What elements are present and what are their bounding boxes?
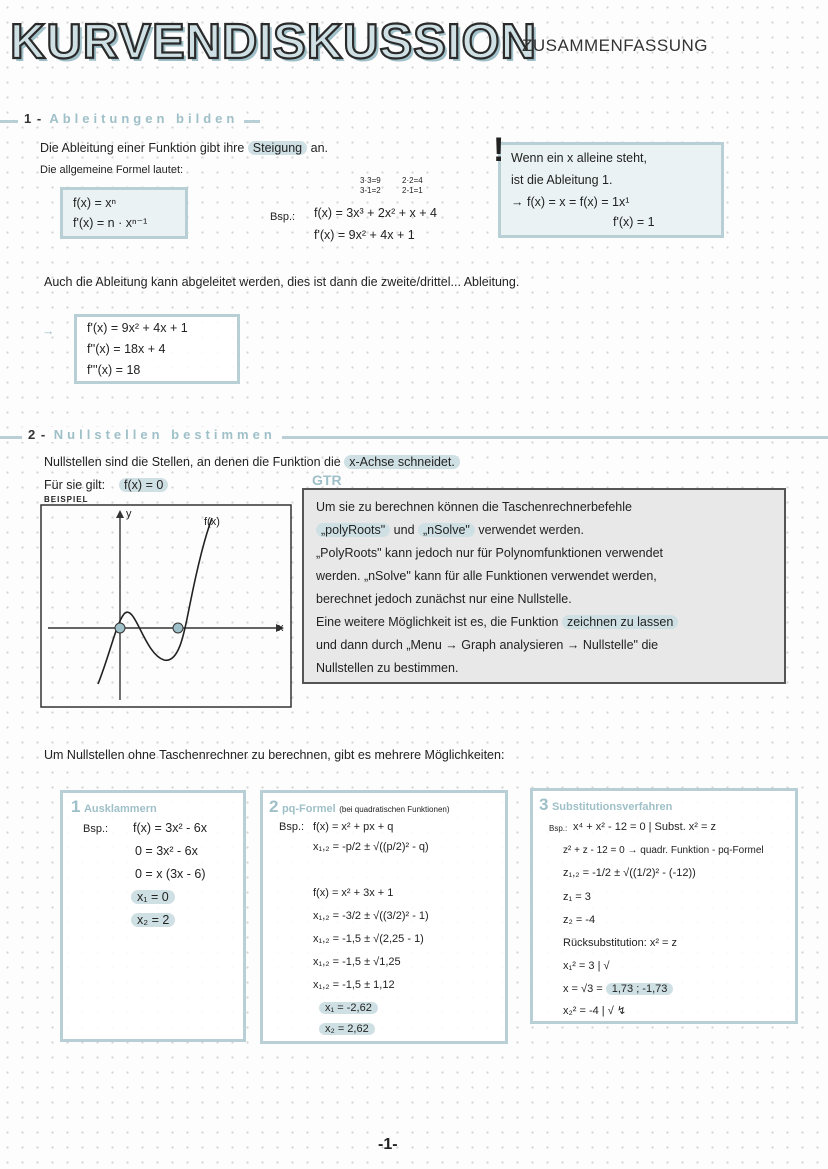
page-title: KURVENDISKUSSION xyxy=(10,15,537,69)
method-3-line-9: x₂² = -4 | √ ↯ xyxy=(563,1005,627,1017)
warning-line-2: ist die Ableitung 1. xyxy=(511,173,613,187)
example-f: f(x) = 3x³ + 2x² + x + 4 xyxy=(314,206,437,220)
higher-derivatives-text: Auch die Ableitung kann abgeleitet werden, dies ist dann die zweite/drittel... Ableitung. xyxy=(44,275,520,289)
gtr-line-1: Um sie zu berechnen können die Taschenrechnerbefehle xyxy=(316,500,632,514)
method-3-line-4: z₁ = 3 xyxy=(563,891,591,903)
note-b1: 2·2=4 xyxy=(402,176,423,185)
method-1-box xyxy=(60,790,246,1042)
method-1-bsp: Bsp.: xyxy=(83,823,109,835)
third-derivative: f'''(x) = 18 xyxy=(87,363,141,377)
gtr-box xyxy=(302,488,786,684)
method-3-box xyxy=(530,788,798,1024)
gtr-line-6: Eine weitere Möglichkeit ist es, die Funktion zeichnen zu lassen xyxy=(316,615,678,629)
method-2-line-6: x₁,₂ = -1,5 ± √1,25 xyxy=(313,956,401,968)
warning-line-4: f'(x) = 1 xyxy=(613,215,655,229)
method-3-title: 3 Substitutionsverfahren xyxy=(539,795,673,814)
zero-point-1 xyxy=(115,623,125,633)
method-2-line-2: x₁,₂ = -p/2 ± √((p/2)² - q) xyxy=(313,841,429,853)
page-subtitle: ZUSAMMENFASSUNG xyxy=(522,36,709,55)
method-2-line-7: x₁,₂ = -1,5 ± 1,12 xyxy=(313,979,395,991)
without-calculator-text: Um Nullstellen ohne Taschenrechner zu berechnen, gibt es mehrere Möglichkeiten: xyxy=(44,748,505,762)
method-1-line-1: f(x) = 3x² - 6x xyxy=(133,821,207,835)
method-2-title: 2 pq-Formel (bei quadratischen Funktionen) xyxy=(269,797,450,816)
method-3-bsp: Bsp.: xyxy=(549,824,568,833)
example-tag: BEISPIEL xyxy=(44,495,89,504)
method-3-line-3: z₁,₂ = -1/2 ± √((1/2)² - (-12)) xyxy=(563,867,696,879)
note-a1: 3·3=9 xyxy=(360,176,381,185)
method-2-box xyxy=(260,790,508,1044)
method-2-line-3: f(x) = x² + 3x + 1 xyxy=(313,887,394,899)
graph-x-label: x xyxy=(278,622,284,634)
formula-fprime: f'(x) = n · xⁿ⁻¹ xyxy=(73,216,148,230)
method-3-line-7: x₁² = 3 | √ xyxy=(563,960,610,972)
gtr-line-4: werden. „nSolve" kann für alle Funktionen verwendet werden, xyxy=(316,569,657,583)
warning-box xyxy=(493,131,724,238)
derivatives-box xyxy=(74,314,240,384)
example-graph xyxy=(40,504,292,708)
general-formula-box xyxy=(60,187,188,239)
graph-y-label: y xyxy=(126,508,132,520)
note-a2: 3-1=2 xyxy=(360,186,381,195)
warning-line-3: → f(x) = x = f(x) = 1x¹ xyxy=(511,195,630,209)
method-2-line-5: x₁,₂ = -1,5 ± √(2,25 - 1) xyxy=(313,933,424,945)
gtr-label: GTR xyxy=(312,472,342,488)
section-2-heading: 2 - Nullstellen bestimmen xyxy=(22,427,282,442)
method-1-title: 1 Ausklammern xyxy=(71,797,157,816)
gtr-line-5: berechnet jedoch zunächst nur eine Nullstelle. xyxy=(316,592,572,606)
method-1-line-5: x₂ = 2 xyxy=(131,913,175,927)
method-2-line-1: f(x) = x² + px + q xyxy=(313,821,394,833)
method-2-line-4: x₁,₂ = -3/2 ± √((3/2)² - 1) xyxy=(313,910,429,922)
formula-f: f(x) = xⁿ xyxy=(73,196,117,210)
method-1-line-3: 0 = x (3x - 6) xyxy=(135,867,206,881)
s1-formula-intro: Die allgemeine Formel lautet: xyxy=(40,164,184,176)
arrow-icon: → xyxy=(42,324,55,338)
first-derivative: f'(x) = 9x² + 4x + 1 xyxy=(87,321,188,335)
method-3-line-6: Rücksubstitution: x² = z xyxy=(563,937,678,949)
zero-point-2 xyxy=(173,623,183,633)
method-3-line-5: z₂ = -4 xyxy=(563,914,596,926)
gtr-line-8: Nullstellen zu bestimmen. xyxy=(316,661,459,675)
s1-intro-line: Die Ableitung einer Funktion gibt ihre Steigung an. xyxy=(40,141,329,155)
gtr-line-3: „PolyRoots" kann jedoch nur für Polynomfunktionen verwendet xyxy=(316,546,663,560)
method-3-line-2: z² + z - 12 = 0 → quadr. Funktion - pq-Formel xyxy=(563,845,764,856)
gtr-line-2: „polyRoots" und „nSolve" verwendet werden. xyxy=(316,523,584,537)
zeros-condition: Für sie gilt: f(x) = 0 xyxy=(44,478,168,492)
method-2-bsp: Bsp.: xyxy=(279,821,305,833)
method-3-line-1: x⁴ + x² - 12 = 0 | Subst. x² = z xyxy=(573,821,716,833)
y-axis-arrow xyxy=(116,510,124,518)
gtr-line-7: und dann durch „Menu → Graph analysieren → Nullstelle" die xyxy=(316,638,659,652)
zeros-definition: Nullstellen sind die Stellen, an denen die Funktion die x-Achse schneidet. xyxy=(44,455,460,469)
page-number: -1- xyxy=(378,1136,398,1153)
method-1-line-4: x₁ = 0 xyxy=(131,890,175,904)
method-2-line-8: x₁ = -2,62 xyxy=(319,1002,378,1014)
example-fprime: f'(x) = 9x² + 4x + 1 xyxy=(314,228,415,242)
method-2-line-9: x₂ = 2,62 xyxy=(319,1023,375,1035)
example-label: Bsp.: xyxy=(270,211,296,223)
exclamation-icon: ! xyxy=(493,131,505,169)
method-3-line-8: x = √3 = 1,73 ; -1,73 xyxy=(563,983,673,995)
method-1-line-2: 0 = 3x² - 6x xyxy=(135,844,198,858)
second-derivative: f''(x) = 18x + 4 xyxy=(87,342,166,356)
function-curve xyxy=(98,518,212,684)
note-b2: 2-1=1 xyxy=(402,186,423,195)
graph-f-label: f(x) xyxy=(204,516,220,528)
section-1-heading: 1 - Ableitungen bilden xyxy=(18,111,244,126)
warning-line-1: Wenn ein x alleine steht, xyxy=(511,151,647,165)
graph-frame xyxy=(41,505,291,707)
